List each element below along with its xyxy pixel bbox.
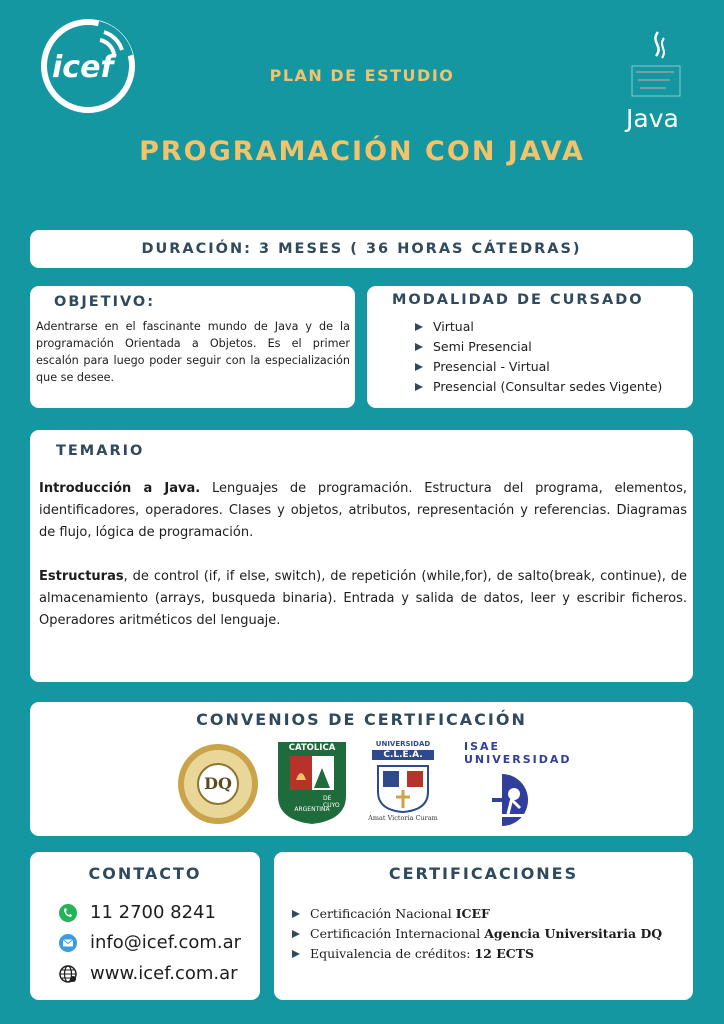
email-address[interactable]: info@icef.com.ar bbox=[90, 932, 242, 953]
java-cup-icon bbox=[620, 28, 692, 108]
catolica-cuyo-logo bbox=[276, 740, 348, 826]
java-logo bbox=[620, 28, 692, 138]
contacto-card bbox=[30, 852, 260, 1000]
catolica-side-text: DE CUYO bbox=[323, 795, 340, 809]
globe-icon bbox=[58, 964, 78, 984]
certificacion-value: ICEF bbox=[455, 906, 490, 921]
dq-seal-text: DQ bbox=[204, 774, 232, 793]
page-title: PROGRAMACIÓN CON JAVA bbox=[139, 136, 585, 167]
certificaciones-card bbox=[274, 852, 693, 1000]
clea-top-text: UNIVERSIDAD bbox=[375, 740, 431, 748]
certificacion-label: Certificación Internacional bbox=[310, 926, 485, 941]
objetivo-card bbox=[30, 286, 355, 408]
contacto-title: CONTACTO bbox=[88, 864, 202, 883]
duration-card bbox=[30, 230, 693, 268]
plan-subtitle: PLAN DE ESTUDIO bbox=[269, 66, 455, 85]
temario-title: TEMARIO bbox=[56, 443, 145, 459]
temario-paragraph-2 bbox=[39, 566, 687, 632]
temario-p2-bold: Estructuras bbox=[39, 569, 124, 584]
certificacion-item bbox=[290, 924, 690, 944]
whatsapp-icon bbox=[58, 903, 78, 923]
objetivo-text: Adentrarse en el fascinante mundo de Java y de la programación Orientada a Objetos. Es el primer escalón para luego poder seguir con la especialización que se desee. bbox=[36, 320, 350, 384]
certificacion-label: Certificación Nacional bbox=[310, 906, 456, 921]
duration-text: DURACIÓN: 3 MESES ( 36 HORAS CÁTEDRAS) bbox=[141, 241, 582, 257]
temario-card bbox=[30, 430, 693, 682]
modalidad-item: Semi Presencial bbox=[413, 337, 693, 357]
modalidad-list bbox=[413, 317, 693, 397]
icef-logo-text: icef bbox=[52, 50, 114, 85]
clea-motto-text: Amat Victoria Curam bbox=[368, 814, 438, 822]
temario-p1-text: Lenguajes de programación. Estructura del programa, elementos, identificadores, operadores. Clases y objetos, atributos, representación y referencias. Diagramas de flujo, lógica de programación. bbox=[39, 481, 687, 540]
convenios-card bbox=[30, 702, 693, 836]
isae-university-logo bbox=[446, 738, 572, 830]
convenios-title: CONVENIOS DE CERTIFICACIÓN bbox=[196, 710, 527, 729]
phone-row[interactable] bbox=[58, 902, 216, 923]
temario-p1-bold: Introducción a Java. bbox=[39, 481, 201, 496]
certificacion-item bbox=[290, 944, 690, 964]
catolica-top-text: CATOLICA bbox=[288, 743, 336, 753]
isae-ring-text: ISAE UNIVERSIDAD bbox=[464, 740, 572, 766]
temario-p2-text: , de control (if, if else, switch), de repetición (while,for), de salto(break, continue), de almacenamiento (arrays, busqueda binaria). Entrada y salida de datos, leer y escribir ficheros. Operadores aritméticos del lenguaje. bbox=[39, 569, 687, 628]
objetivo-title: OBJETIVO: bbox=[54, 294, 156, 310]
clea-university-logo bbox=[370, 740, 436, 830]
clea-shield-icon bbox=[376, 764, 430, 814]
certificacion-value: 12 ECTS bbox=[474, 946, 535, 961]
certificaciones-title: CERTIFICACIONES bbox=[388, 864, 579, 883]
clea-name-text: C.L.E.A. bbox=[372, 750, 434, 760]
email-row[interactable] bbox=[58, 932, 241, 953]
modalidad-card bbox=[367, 286, 693, 408]
catolica-bottom-text: ARGENTINA bbox=[294, 806, 330, 813]
java-logo-text: Java bbox=[626, 104, 679, 133]
modalidad-item: Virtual bbox=[413, 317, 693, 337]
modalidad-item: Presencial (Consultar sedes Vigente) bbox=[413, 377, 693, 397]
website-url[interactable]: www.icef.com.ar bbox=[90, 963, 238, 984]
certificaciones-list bbox=[290, 904, 690, 964]
certificacion-value: Agencia Universitaria DQ bbox=[484, 926, 663, 941]
certificacion-item bbox=[290, 904, 690, 924]
email-icon bbox=[58, 933, 78, 953]
web-row[interactable] bbox=[58, 963, 238, 984]
modalidad-item: Presencial - Virtual bbox=[413, 357, 693, 377]
phone-number[interactable]: 11 2700 8241 bbox=[90, 902, 216, 923]
certificacion-label: Equivalencia de créditos: bbox=[310, 946, 475, 961]
modalidad-title: MODALIDAD DE CURSADO bbox=[392, 292, 644, 308]
temario-paragraph-1 bbox=[39, 478, 687, 544]
dq-agency-seal bbox=[176, 742, 260, 826]
